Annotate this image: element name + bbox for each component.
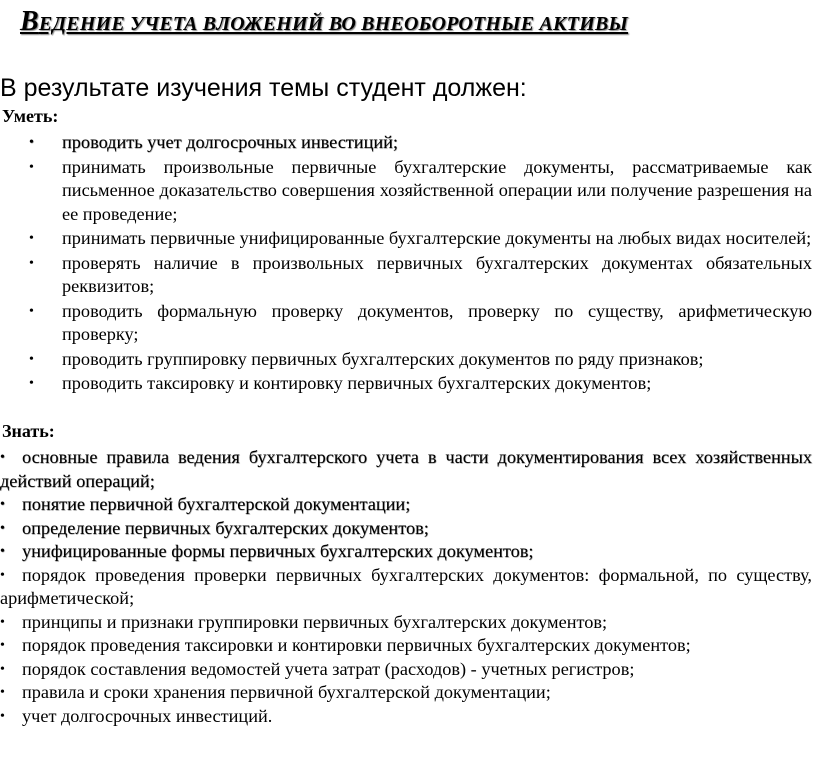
list-item: • проводить таксировку и контировку первичных бухгалтерских документов; [0, 372, 812, 396]
bullet-icon: • [29, 135, 34, 150]
list-item: • проводить формальную проверку документов, проверку по существу, арифметическую проверку; [29, 300, 812, 344]
list-item: • учет долгосрочных инвестиций. [0, 705, 812, 729]
bullet-icon: • [29, 376, 34, 391]
bullet-icon: • [0, 520, 5, 536]
list-item: • унифицированные формы первичных бухгалтерских документов; [0, 540, 812, 564]
bullet-icon: • [0, 708, 5, 724]
page-title [20, 6, 810, 38]
intro-text: В результате изучения темы студент должен: [0, 74, 527, 102]
bullet-icon: • [29, 159, 34, 175]
bullet-icon: • [29, 231, 34, 246]
bullet-icon: • [0, 450, 5, 465]
list-item: • принимать произвольные первичные бухгалтерские документы, рассматриваемые как письменное доказательство совершения хозяйственной операции или получение разрешения на ее проведение; [29, 156, 812, 224]
bullet-icon: • [0, 661, 5, 677]
bullet-icon: • [0, 614, 5, 630]
list-item: • порядок проведения таксировки и контировки первичных бухгалтерских документов; [0, 634, 812, 658]
list-item: • принимать первичные унифицированные бухгалтерские документы на любых видах носителей; [0, 227, 812, 251]
list-item: • принципы и признаки группировки первичных бухгалтерских документов; [0, 611, 812, 635]
list-item: • понятие первичной бухгалтерской документации; [0, 493, 812, 517]
bullet-icon: • [0, 544, 5, 559]
bullet-icon: • [0, 567, 5, 583]
list-item: • правила и сроки хранения первичной бухгалтерской документации; [0, 681, 812, 705]
list-item: • проводить группировку первичных бухгалтерских документов по ряду признаков; [0, 348, 812, 372]
bullet-icon: • [29, 351, 34, 367]
bullet-icon: • [29, 255, 34, 271]
umet-list [0, 131, 812, 397]
list-item: • проверять наличие в произвольных первичных бухгалтерских документах обязательных реквизитов; [29, 252, 812, 296]
list-item: • порядок составления ведомостей учета затрат (расходов) - учетных регистров; [0, 658, 812, 682]
umet-heading: Уметь: [2, 106, 59, 126]
list-item: • основные правила ведения бухгалтерского учета в части документирования всех хозяйственных действий операций; [0, 447, 812, 491]
list-item: • порядок проведения проверки первичных бухгалтерских документов: формальной, по существу, арифметической; [0, 564, 812, 608]
bullet-icon: • [0, 497, 5, 512]
bullet-icon: • [0, 685, 5, 700]
znat-list [0, 446, 812, 728]
list-item: • определение первичных бухгалтерских документов; [0, 517, 812, 541]
bullet-icon: • [29, 303, 34, 319]
title-rest: ЕДЕНИЕ УЧЕТА ВЛОЖЕНИЙ ВО ВНЕОБОРОТНЫЕ АКТИВЫ [38, 13, 629, 35]
znat-heading: Знать: [2, 421, 55, 441]
list-item: • проводить учет долгосрочных инвестиций; [0, 131, 812, 155]
title-first-letter: В [20, 6, 39, 37]
bullet-icon: • [0, 638, 5, 653]
